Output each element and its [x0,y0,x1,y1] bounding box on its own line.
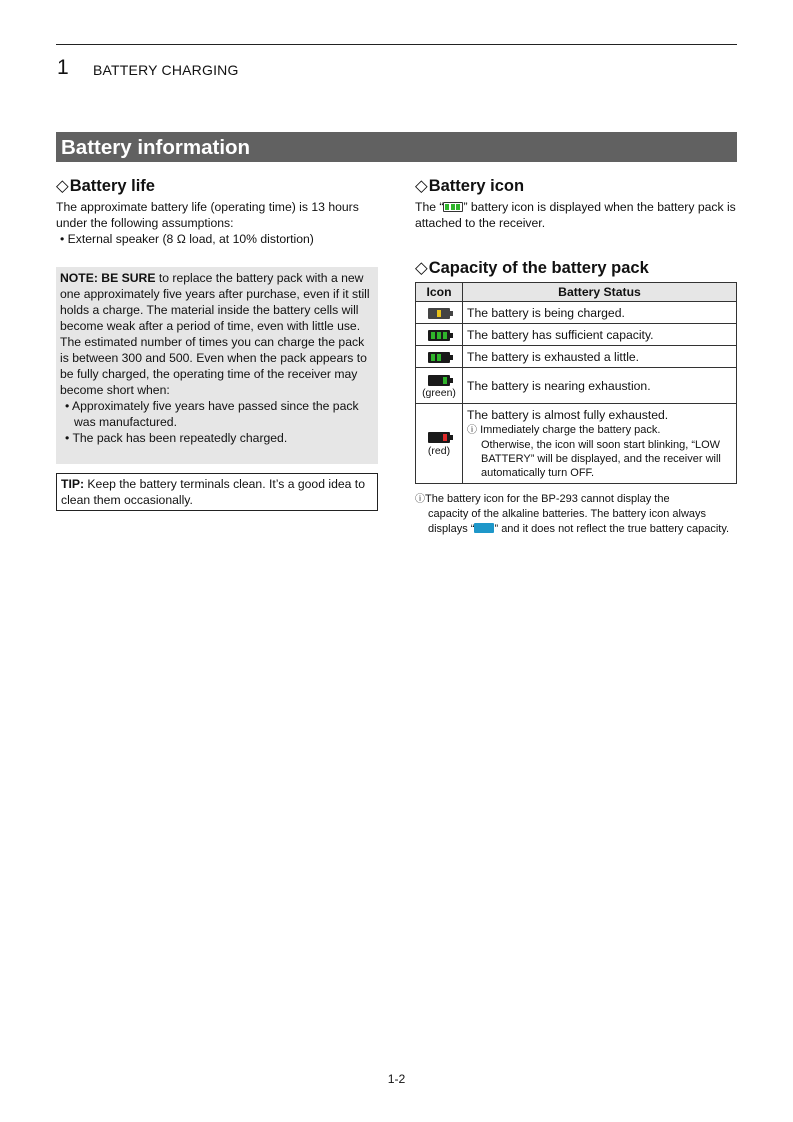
footnote: ⓘThe battery icon for the BP-293 cannot display the capacity of the alkaline batteries. The battery icon always displays “ ” and it does not reflect the true battery capacity. [415,493,730,535]
note-label: NOTE: BE SURE [60,271,156,285]
battery-icon-heading [415,176,524,196]
note-box [56,267,378,464]
battery-empty-red-icon [428,432,450,443]
battery-charging-icon [428,308,450,319]
col-status-header: Battery Status [463,283,737,302]
battery-blue-icon [474,523,494,533]
capacity-table [415,282,737,484]
table-row [416,368,737,404]
status-text: The battery is almost fully exhausted. [467,407,669,422]
note-bullet-1: • Approximately five years have passed since the pack was manufactured. [65,399,359,429]
tip-label: TIP: [61,477,85,491]
capacity-heading-text: Capacity of the battery pack [428,259,649,277]
table-header-row [416,283,737,302]
battery-two-thirds-icon [428,352,450,363]
battery-life-bullet: • External speaker (8 Ω load, at 10% distortion) [60,232,314,246]
section-title: Battery information [56,132,737,162]
status-cell: The battery is exhausted a little. [463,346,737,368]
info-mark-icon: ⓘ [415,494,425,505]
chapter-number: 1 [57,56,69,79]
status-cell: The battery is being charged. [463,302,737,324]
tip-box [56,473,378,511]
icon-color-label: (red) [427,445,451,457]
note-paragraph-1: NOTE: BE SURE to replace the battery pack with a new one approximately five years after purchase, even if it still holds a charge. The material inside the battery cells will become weak after a period of time, even with little use. [60,271,370,333]
note-paragraph-2: The estimated number of times you can charge the pack is between 300 and 500. Even when the pack appears to be fully charged, the operating time of the receiver may become short when: [60,335,367,397]
battery-low-green-icon [428,375,450,386]
table-row [416,346,737,368]
chapter-title: BATTERY CHARGING [93,62,239,78]
icon-cell [416,346,463,368]
battery-life-heading-text: Battery life [69,177,155,195]
icon-cell [416,368,463,404]
col-icon-header: Icon [416,283,463,302]
top-rule [56,44,737,45]
icon-cell [416,324,463,346]
battery-full-icon [428,330,450,341]
tip-text: Keep the battery terminals clean. It’s a good idea to clean them occasionally. [61,477,365,507]
table-row [416,324,737,346]
diamond-icon: ◇ [56,177,69,195]
battery-icon-heading-text: Battery icon [428,177,525,195]
note-bullet-2: • The pack has been repeatedly charged. [65,431,288,445]
status-cell: The battery is nearing exhaustion. [463,368,737,404]
status-cell [463,404,737,484]
info-mark-icon: ⓘ [467,424,477,436]
status-cell: The battery has sufficient capacity. [463,324,737,346]
battery-full-icon [443,202,463,212]
table-row [416,404,737,484]
battery-icon-text: The “ ” battery icon is displayed when the battery pack is attached to the receiver. [415,200,736,230]
diamond-icon: ◇ [415,259,428,277]
battery-life-text [56,199,378,247]
icon-color-label: (green) [422,387,456,400]
capacity-heading [415,258,649,278]
table-row [416,302,737,324]
page-number: 1-2 [387,1072,406,1086]
icon-cell [416,302,463,324]
battery-life-paragraph: The approximate battery life (operating time) is 13 hours under the following assumptions: [56,200,359,230]
icon-cell [416,404,463,484]
exhausted-sub-note: ⓘ Immediately charge the battery pack. Otherwise, the icon will soon start blinking, “LOW BATTERY” will be displayed, and the receiver will automatically turn OFF. [467,423,721,479]
battery-life-heading [56,176,155,196]
diamond-icon: ◇ [415,177,428,195]
